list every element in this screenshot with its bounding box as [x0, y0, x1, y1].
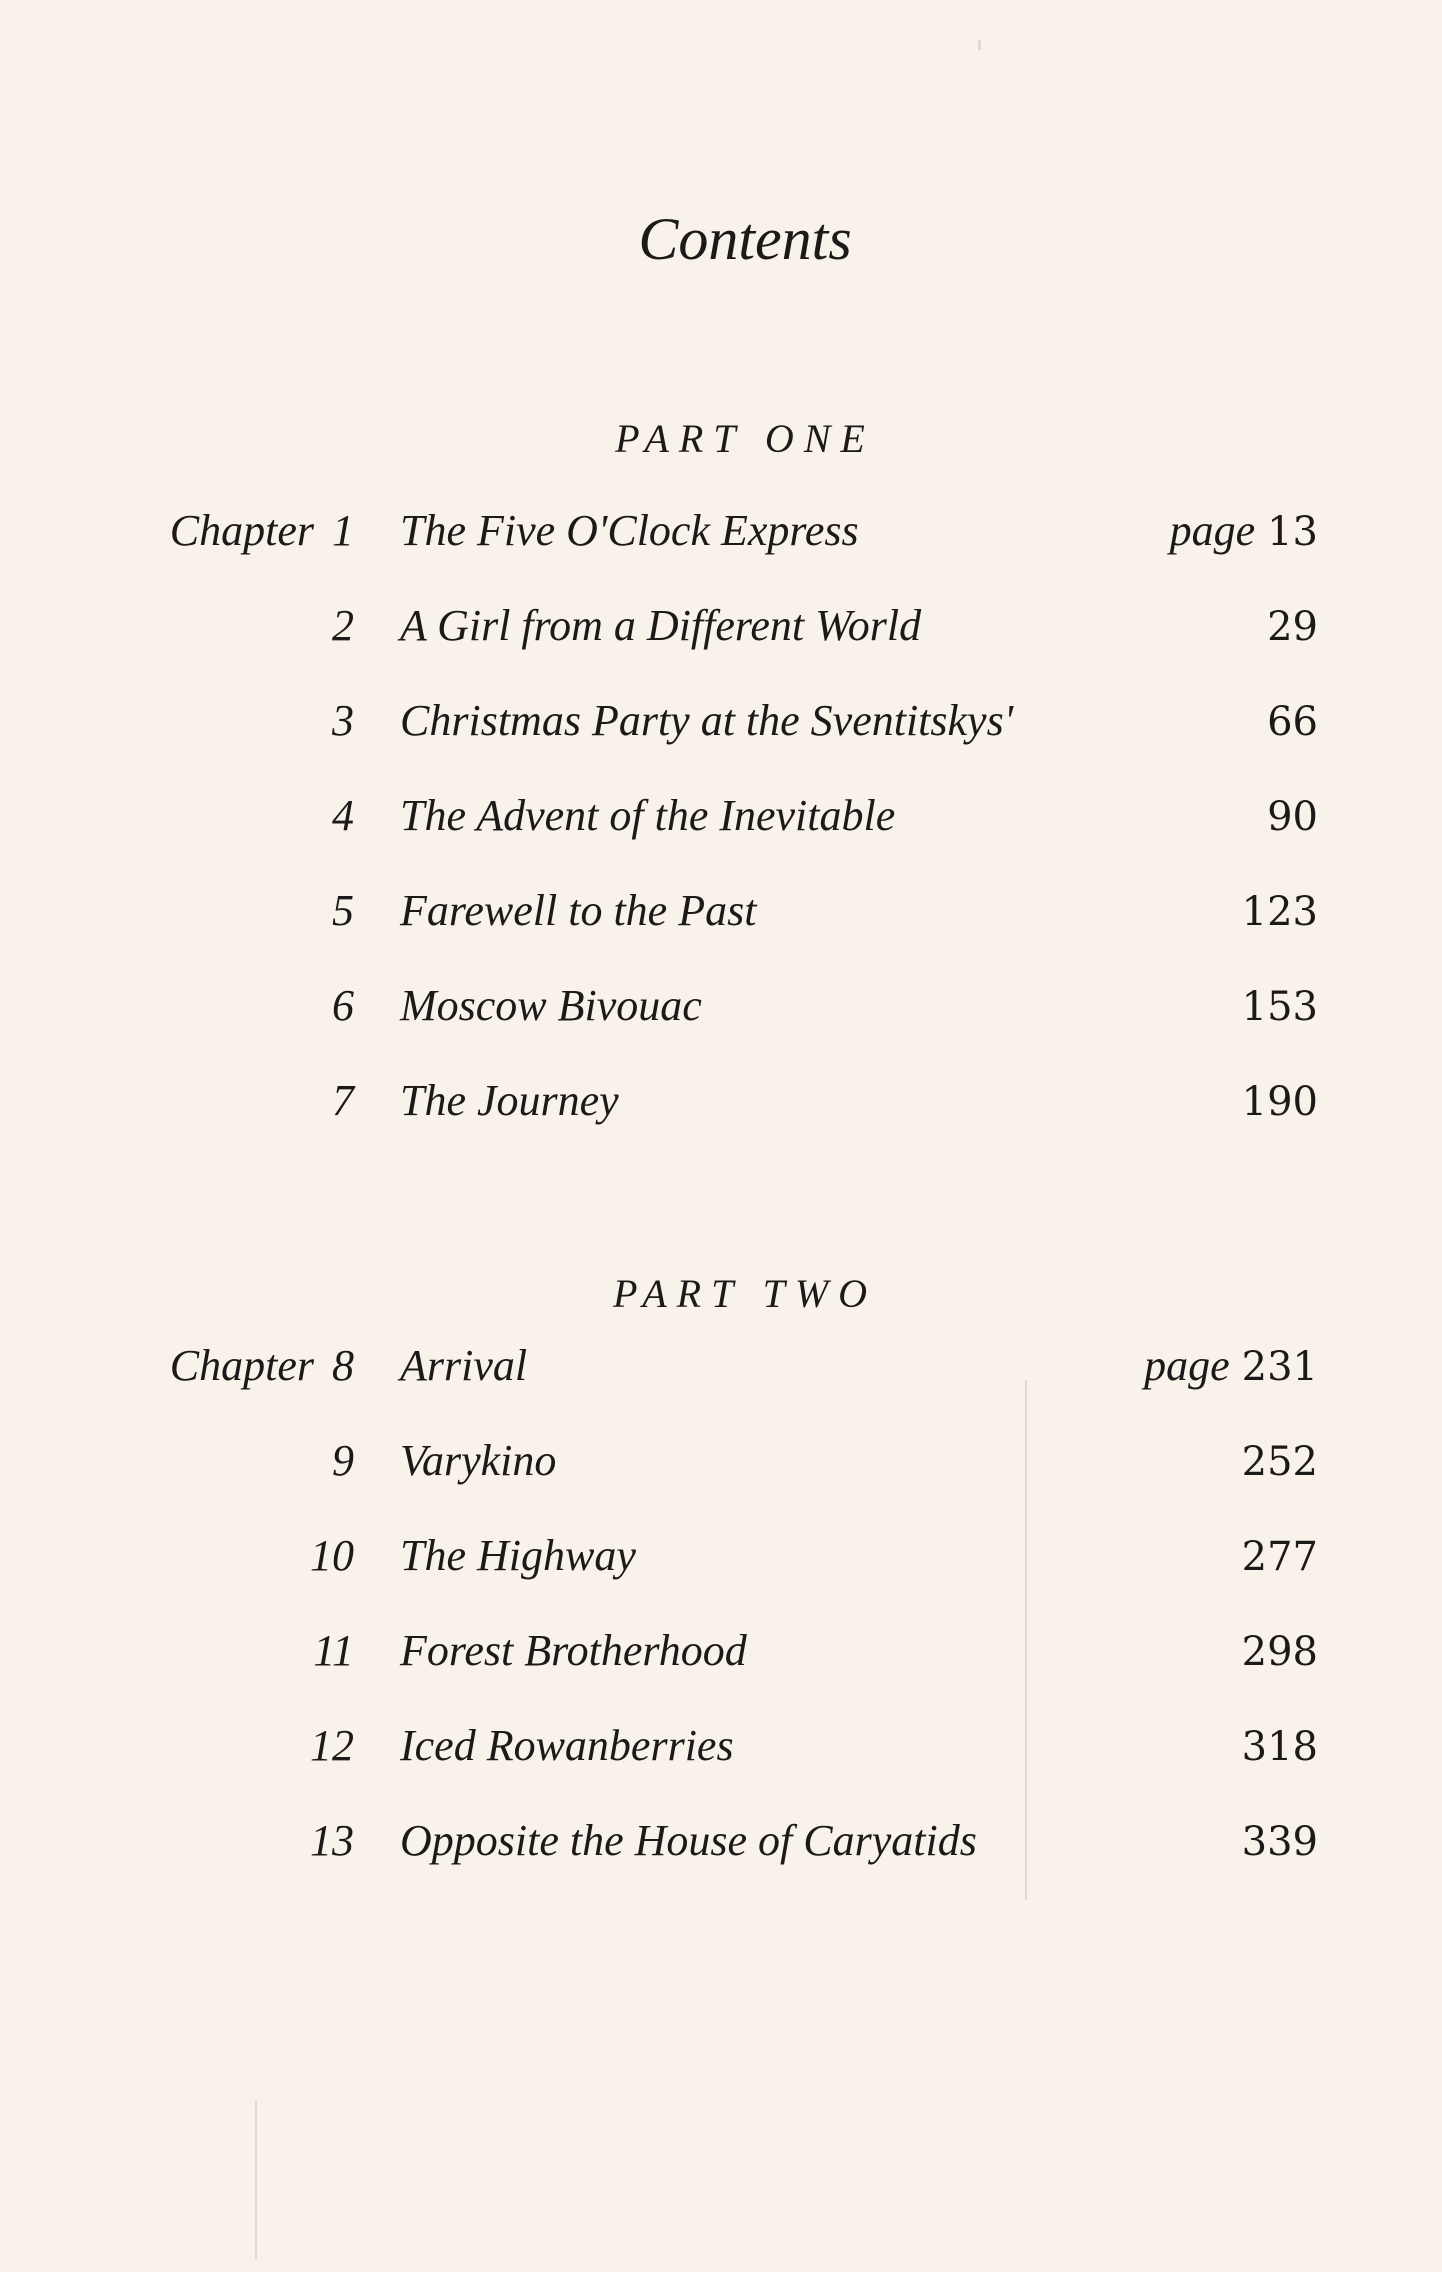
toc-row[interactable] [0, 600, 1442, 660]
chapter-number: 5 [332, 886, 354, 935]
chapter-title: Moscow Bivouac [400, 981, 702, 1030]
page-number: page 13 [1169, 506, 1318, 555]
page-number: 123 [1241, 889, 1318, 935]
chapter-number: 3 [332, 696, 354, 745]
toc-row[interactable] [0, 1340, 1442, 1400]
chapter-number: 13 [310, 1816, 354, 1865]
chapter-number: 6 [332, 981, 354, 1030]
chapter-number: Chapter 1 [169, 506, 354, 555]
page-label: page [1169, 506, 1256, 555]
toc-row[interactable] [0, 790, 1442, 850]
toc-row[interactable] [0, 885, 1442, 945]
page-number: 298 [1241, 1629, 1318, 1675]
chapter-title: Opposite the House of Caryatids [400, 1816, 977, 1865]
toc-row[interactable] [0, 980, 1442, 1040]
page-number: 190 [1241, 1079, 1318, 1125]
page-number: page 231 [1144, 1341, 1318, 1390]
toc-row[interactable] [0, 1435, 1442, 1495]
page-number: 252 [1241, 1439, 1318, 1485]
chapter-number: 7 [332, 1076, 354, 1125]
page-title: Contents [638, 206, 852, 272]
chapter-title: Varykino [400, 1436, 557, 1485]
page-number: 29 [1267, 604, 1318, 650]
chapter-title: Farewell to the Past [400, 886, 757, 935]
toc-row[interactable] [0, 1075, 1442, 1135]
chapter-title: The Five O'Clock Express [400, 506, 859, 555]
toc-row[interactable] [0, 1625, 1442, 1685]
chapter-title: The Advent of the Inevitable [400, 791, 896, 840]
part-two-heading: PART TWO [612, 1271, 878, 1316]
paper-speck [978, 40, 981, 50]
chapter-title: Arrival [400, 1341, 528, 1390]
toc-row[interactable] [0, 1720, 1442, 1780]
toc-row[interactable] [0, 1530, 1442, 1590]
chapter-title: A Girl from a Different World [400, 601, 922, 650]
chapter-title: The Journey [400, 1076, 619, 1125]
page-number: 66 [1267, 699, 1318, 745]
page-label: page [1144, 1341, 1230, 1390]
chapter-number: Chapter 8 [169, 1341, 354, 1390]
chapter-label: Chapter [169, 506, 314, 555]
page-number: 339 [1241, 1819, 1318, 1865]
chapter-title: Iced Rowanberries [400, 1721, 734, 1770]
page-number: 153 [1241, 984, 1318, 1030]
page-number: 90 [1267, 794, 1318, 840]
page-number: 318 [1241, 1724, 1318, 1770]
chapter-title: Christmas Party at the Sventitskys' [400, 696, 1014, 745]
chapter-title: Forest Brotherhood [400, 1626, 747, 1675]
chapter-label: Chapter [169, 1341, 314, 1390]
toc-row[interactable] [0, 695, 1442, 755]
chapter-number: 2 [332, 601, 354, 650]
chapter-number: 10 [310, 1531, 354, 1580]
toc-row[interactable] [0, 1815, 1442, 1875]
chapter-number: 9 [332, 1436, 354, 1485]
chapter-number: 12 [310, 1721, 354, 1770]
paper-crease [255, 2100, 257, 2260]
chapter-number: 11 [313, 1626, 354, 1675]
toc-row[interactable] [0, 505, 1442, 565]
page-number: 277 [1241, 1534, 1318, 1580]
chapter-number: 4 [332, 791, 354, 840]
part-one-heading: PART ONE [615, 416, 875, 461]
chapter-title: The Highway [400, 1531, 636, 1580]
